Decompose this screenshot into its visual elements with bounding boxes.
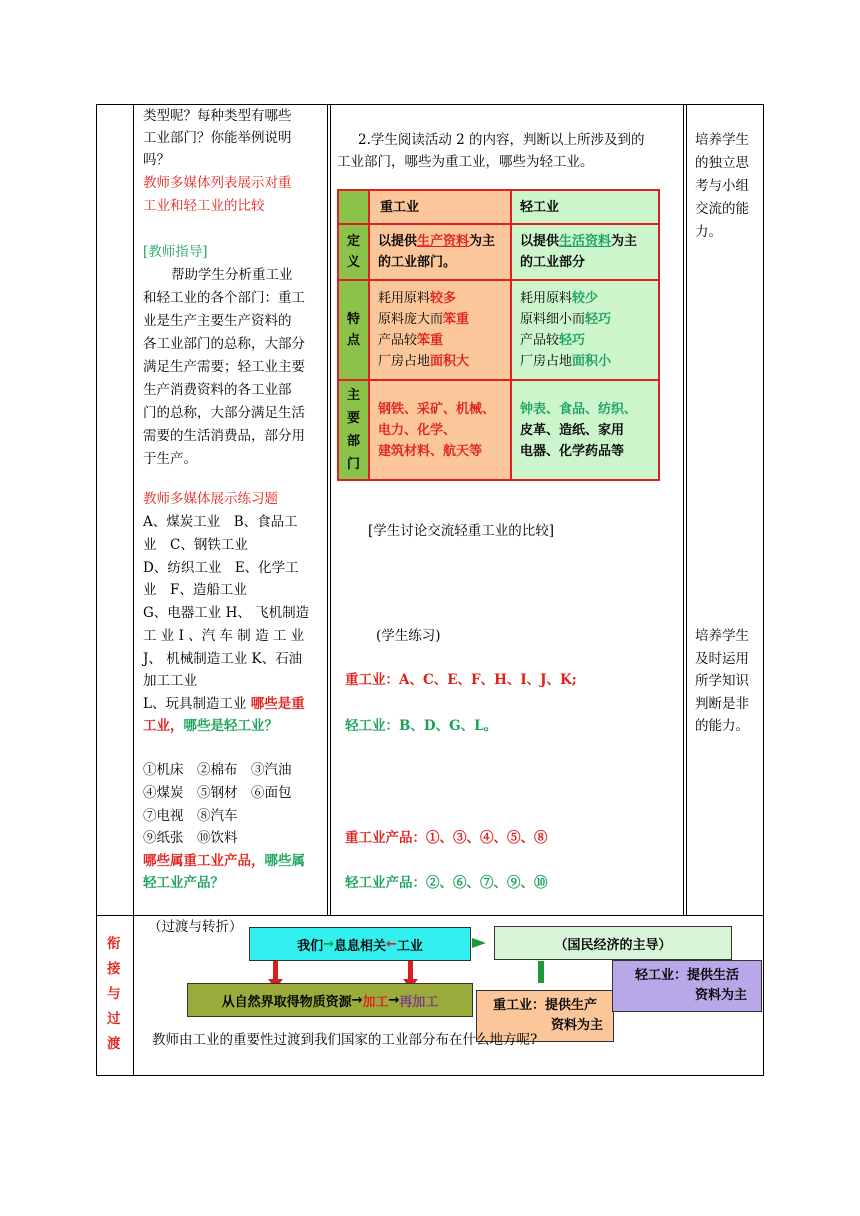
col1-line: 工业，哪些是轻工业？ (143, 718, 278, 734)
section-label-char: 过 (107, 1011, 121, 1027)
comparison-table (337, 189, 660, 481)
col1-line: 需要的生活消费品，部分用 (143, 428, 305, 444)
col1-line: A、煤炭工业 B、食品工 (143, 514, 298, 530)
header-light: 轻工业 (511, 190, 659, 224)
section-label-char: 与 (107, 986, 121, 1002)
col1-line: 业 F、造船工业 (143, 582, 247, 598)
diagram-box-heavy-industry: 重工业：提供生产 资料为主 (476, 990, 614, 1042)
definition-heavy: 以提供生产资料为主的工业部门。 (369, 224, 511, 280)
col1-line: ⑨纸张 ⑩饮料 (143, 830, 238, 846)
col1-line: 轻工业产品？ (143, 875, 224, 891)
section-label-char: 渡 (107, 1036, 121, 1052)
table-row (338, 224, 659, 280)
intent-line: 考与小组 (695, 178, 749, 194)
row-label-features: 特点 (338, 280, 369, 380)
practice-note: (学生练习) (376, 628, 441, 644)
col-divider-1 (133, 104, 134, 1076)
frame-bottom (96, 1075, 764, 1076)
diagram-box-national-economy: （国民经济的主导） (494, 926, 732, 960)
diagram-box-light-industry: 轻工业：提供生活 资料为主 (612, 960, 762, 1012)
col1-line: D、纺织工业 E、化学工 (143, 560, 299, 576)
intent-line: 的能力。 (695, 718, 749, 734)
exercise-heading: 教师多媒体展示练习题 (143, 491, 278, 507)
branch-stem-icon (538, 961, 544, 983)
down-arrow-icon (273, 959, 278, 981)
col2-intro: 工业部门，哪些为重工业，哪些为轻工业。 (337, 154, 594, 170)
section-label-char: 衔 (107, 936, 121, 952)
col1-line: ①机床 ②棉布 ③汽油 (143, 762, 292, 778)
intent-line: 所学知识 (695, 673, 749, 689)
link-arrow-icon (472, 938, 486, 948)
features-light: 耗用原料较少 原料细小而轻巧 产品较轻巧 厂房占地面积小 (511, 280, 659, 380)
table-row (338, 190, 659, 224)
diagram-box-we-and-industry: 我们 → 息息相关 ← 工业 (249, 927, 471, 961)
intent-line: 判断是非 (695, 696, 749, 712)
row-label-definition: 定义 (338, 224, 369, 280)
product-heavy: 重工业产品：①、③、④、⑤、⑧ (345, 830, 548, 846)
col1-line: ⑦电视 ⑧汽车 (143, 808, 238, 824)
teacher-guide-heading: [教师指导] (143, 244, 208, 260)
col2-intro: 2.学生阅读活动 2 的内容，判断以上所涉及到的 (358, 132, 645, 148)
intent-line: 力。 (695, 224, 722, 240)
frame-left (96, 104, 97, 1076)
col1-line: 哪些属重工业产品，哪些属 (143, 853, 305, 869)
col2-inner-right (683, 104, 684, 915)
answer-light: 轻工业：B、D、G、L。 (345, 718, 498, 734)
departments-heavy: 钢铁、采矿、机械、 电力、化学、 建筑材料、航天等 (369, 380, 511, 480)
col1-line: 各工业部门的总称，大部分 (143, 336, 305, 352)
col1-line: 工业和轻工业的比较 (143, 198, 265, 214)
col1-line: L、玩具制造工业 哪些是重 (143, 696, 305, 712)
row-label-departments: 主要部门 (338, 380, 369, 480)
col1-line: 教师多媒体列表展示对重 (143, 175, 292, 191)
col1-line: 工业部门？你能举例说明 (143, 130, 292, 146)
intent-line: 培养学生 (695, 132, 749, 148)
frame-top (96, 104, 764, 105)
table-row (338, 380, 659, 480)
col1-line: 吗？ (143, 152, 170, 168)
col1-line: 满足生产需要；轻工业主要 (143, 359, 305, 375)
section-label-char: 接 (107, 961, 121, 977)
col1-line: ④煤炭 ⑤钢材 ⑥面包 (143, 785, 292, 801)
col1-line: 门的总称，大部分满足生活 (143, 405, 305, 421)
discussion-note: [学生讨论交流轻重工业的比较] (368, 523, 555, 539)
table-row (338, 280, 659, 380)
col1-line: 和轻工业的各个部门：重工 (143, 290, 305, 306)
product-light: 轻工业产品：②、⑥、⑦、⑨、⑩ (345, 875, 548, 891)
transition-text: 教师由工业的重要性过渡到我们国家的工业部分布在什么地方呢? (152, 1032, 538, 1048)
definition-light: 以提供生活资料为主的工业部分 (511, 224, 659, 280)
table-corner (338, 190, 369, 224)
col1-line: 帮助学生分析重工业 (171, 267, 293, 283)
col1-line: 业是生产主要生产资料的 (143, 313, 292, 329)
frame-mid (96, 915, 764, 916)
col1-line: 类型呢？每种类型有哪些 (143, 108, 292, 124)
col1-line: 于生产。 (143, 451, 197, 467)
col-divider-2 (327, 104, 328, 915)
transition-label: （过渡与转折） (148, 919, 243, 935)
departments-light: 钟表、食品、纺织、 皮革、造纸、家用 电器、化学药品等 (511, 380, 659, 480)
features-heavy: 耗用原料较多 原料庞大而笨重 产品较笨重 厂房占地面积大 (369, 280, 511, 380)
col1-line: 生产消费资料的各工业部 (143, 382, 292, 398)
frame-right (763, 104, 764, 1076)
intent-line: 交流的能 (695, 201, 749, 217)
col1-line: 工 业 I 、汽 车 制 造 工 业 (143, 628, 305, 644)
answer-heavy: 重工业：A、C、E、F、H、I、J、K; (345, 672, 577, 688)
header-heavy: 重工业 (369, 190, 511, 224)
col1-line: J、 机械制造工业 K、石油 (143, 651, 303, 667)
col-divider-3 (686, 104, 687, 915)
intent-line: 的独立思 (695, 155, 749, 171)
intent-line: 及时运用 (695, 651, 749, 667)
col1-line: 业 C、钢铁工业 (143, 537, 248, 553)
col1-line: 加工工业 (143, 673, 197, 689)
col-divider-2b (330, 104, 331, 915)
intent-line: 培养学生 (695, 628, 749, 644)
col1-line: G、电器工业 H、 飞机制造 (143, 605, 310, 621)
down-arrow-icon (408, 959, 413, 981)
diagram-box-processing-chain: 从自然界取得物质资源 → 加工 → 再加工 (187, 983, 473, 1017)
